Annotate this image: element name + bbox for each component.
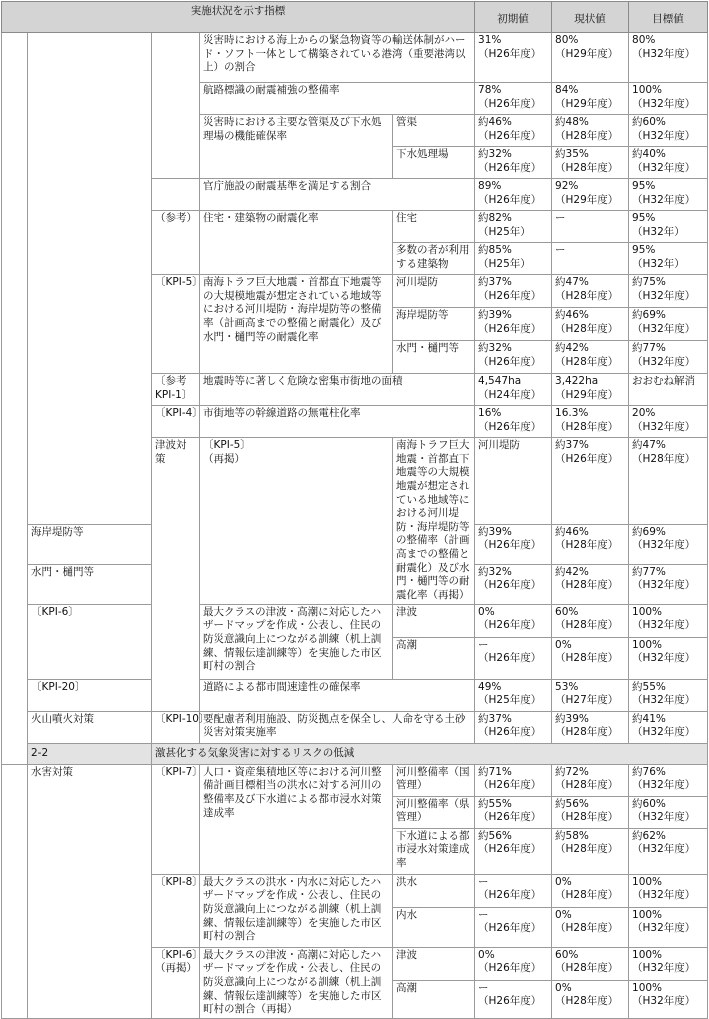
sub-label: 管渠	[393, 115, 475, 147]
current-value: 約35% （H28年度）	[552, 147, 629, 179]
section-title: 激甚化する気象災害に対するリスクの低減	[152, 743, 708, 764]
table-row	[2, 679, 708, 711]
target-value: 80% （H32年度）	[629, 33, 708, 83]
indicator: 南海トラフ巨大地震・首都直下地震等の大規模地震が想定されている地域等における河川堤防・海岸堤防等の整備率（計画高までの整備と耐震化）及び水門・樋門等の耐震化率（再掲）	[393, 438, 475, 605]
current-value: 約46% （H28年度）	[552, 308, 629, 341]
target-value: 100% （H32年度）	[629, 637, 708, 679]
indicator: 災害時における主要な管渠及び下水処理場の機能確保率	[200, 115, 393, 179]
target-value: 100% （H32年度）	[629, 947, 708, 980]
sub-label: 河川堤防	[393, 275, 475, 308]
initial-value: 約71% （H26年度）	[475, 764, 552, 796]
initial-value: ー （H26年度）	[475, 637, 552, 679]
category-cell	[2, 33, 28, 765]
initial-value: 4,547ha （H24年度）	[475, 374, 552, 406]
initial-value: 16% （H26年度）	[475, 406, 552, 438]
sub-label: 下水処理場	[393, 147, 475, 179]
indicator: 市街地等の幹線道路の無電柱化率	[200, 406, 475, 438]
indicator: 最大クラスの津波・高潮に対応したハザードマップを作成・公表し、住民の防災意識向上につながる訓練（机上訓練、情報伝達訓練等）を実施した市区町村の割合	[200, 604, 393, 679]
sub-label: 水門・樋門等	[28, 564, 152, 604]
initial-value: 約37% （H26年度）	[475, 711, 552, 743]
indicator: 航路標識の耐震補強の整備率	[200, 83, 475, 115]
target-value: おおむね解消	[629, 374, 708, 406]
sub-label: 多数の者が利用する建築物	[393, 243, 475, 275]
sub-label: 河川堤防	[475, 438, 552, 525]
header-title: 実施状況を示す指標	[2, 2, 475, 33]
initial-value: 31% （H26年度）	[475, 33, 552, 83]
measure-cell	[28, 33, 152, 525]
target-value: 100% （H32年度）	[629, 907, 708, 947]
target-value: 約69% （H32年度）	[629, 524, 708, 564]
kpi-label: 〔参考 KPI-1〕	[152, 374, 200, 406]
target-value: 約77% （H32年度）	[629, 341, 708, 374]
initial-value: ー （H26年度）	[475, 874, 552, 907]
measure-label: 水害対策	[28, 764, 152, 1018]
sub-label: 河川整備率（国管理）	[393, 764, 475, 796]
current-value: 84% （H29年度）	[552, 83, 629, 115]
sub-label: 内水	[393, 907, 475, 947]
kpi-table	[1, 1, 708, 1019]
current-value: 約56% （H28年度）	[552, 796, 629, 828]
initial-value: 約32% （H26年度）	[475, 564, 552, 604]
sub-label: 住宅	[393, 211, 475, 243]
kpi-label: 〔KPI-5〕 （再掲）	[200, 438, 393, 605]
target-value: 約76% （H32年度）	[629, 764, 708, 796]
table-row	[2, 604, 708, 637]
current-value: 約47% （H28年度）	[629, 438, 708, 525]
current-value: ー	[552, 243, 629, 275]
current-value: 約42% （H28年度）	[552, 564, 629, 604]
table-row	[2, 764, 708, 796]
target-value: 約60% （H32年度）	[629, 796, 708, 828]
indicator: 地震時等に著しく危険な密集市街地の面積	[200, 374, 475, 406]
current-value: 0% （H28年度）	[552, 907, 629, 947]
initial-value: 約56% （H26年度）	[475, 828, 552, 874]
current-value: 0% （H28年度）	[552, 874, 629, 907]
initial-value: 約32% （H26年度）	[475, 341, 552, 374]
initial-value: ー （H26年度）	[475, 907, 552, 947]
indicator: 道路による都市間速達性の確保率	[200, 679, 475, 711]
section-row	[2, 743, 708, 764]
initial-value: 約39% （H26年度）	[475, 524, 552, 564]
current-value: ー	[552, 211, 629, 243]
current-value: 16.3% （H28年度）	[552, 406, 629, 438]
table-row	[2, 33, 708, 83]
initial-value: 約82% （H25年）	[475, 211, 552, 243]
target-value: 100% （H32年度）	[629, 980, 708, 1018]
sub-label: 河川整備率（県管理）	[393, 796, 475, 828]
initial-value: ー （H26年度）	[475, 980, 552, 1018]
target-value: 約62% （H32年度）	[629, 828, 708, 874]
current-value: 92% （H29年度）	[552, 179, 629, 211]
target-value: 100% （H32年度）	[629, 83, 708, 115]
kpi-cell	[152, 179, 200, 211]
current-value: 約39% （H28年度）	[552, 711, 629, 743]
sub-label: 洪水	[393, 874, 475, 907]
target-value: 95% （H32年）	[629, 211, 708, 243]
current-value: 約42% （H28年度）	[552, 341, 629, 374]
sub-label: 津波	[393, 947, 475, 980]
kpi-label: 〔KPI-8〕	[152, 874, 200, 947]
initial-value: 89% （H26年度）	[475, 179, 552, 211]
kpi-label: 〔KPI-4〕	[152, 406, 200, 438]
initial-value: 78% （H26年度）	[475, 83, 552, 115]
target-value: 95% （H32年度）	[629, 179, 708, 211]
target-value: 約41% （H32年度）	[629, 711, 708, 743]
sub-label: 下水道による都市浸水対策達成率	[393, 828, 475, 874]
current-value: 60% （H28年度）	[552, 604, 629, 637]
indicator: 最大クラスの津波・高潮に対応したハザードマップを作成・公表し、住民の防災意識向上につながる訓練（机上訓練、情報伝達訓練等）を実施した市区町村の割合（再掲）	[200, 947, 393, 1018]
indicator: 人口・資産集積地区等における河川整備計画目標相当の洪水に対する河川の整備率及び下水道による都市浸水対策達成率	[200, 764, 393, 874]
kpi-label: 〔KPI-6〕 （再掲）	[152, 947, 200, 1018]
initial-value: 0% （H26年度）	[475, 947, 552, 980]
sub-label: 津波	[393, 604, 475, 637]
target-value: 100% （H32年度）	[629, 604, 708, 637]
indicator: 官庁施設の耐震基準を満足する割合	[200, 179, 475, 211]
kpi-label: 〔KPI-20〕	[28, 679, 152, 711]
kpi-label: （参考）	[152, 211, 200, 275]
col-initial: 初期値	[475, 7, 552, 32]
target-value: 約77% （H32年度）	[629, 564, 708, 604]
target-value: 100% （H32年度）	[629, 874, 708, 907]
initial-value: 0% （H26年度）	[475, 604, 552, 637]
initial-value: 49% （H25年度）	[475, 679, 552, 711]
indicator: 住宅・建築物の耐震化率	[200, 211, 393, 275]
col-current: 現状値	[552, 7, 629, 32]
section-number: 2-2	[28, 743, 152, 764]
kpi-cell	[152, 33, 200, 179]
kpi-label: 〔KPI-6〕	[28, 604, 152, 679]
current-value: 3,422ha （H29年度）	[552, 374, 629, 406]
initial-value: 約39% （H26年度）	[475, 308, 552, 341]
measure-label: 津波対策	[152, 438, 200, 712]
initial-value: 約37% （H26年度）	[552, 438, 629, 525]
sub-label: 海岸堤防等	[393, 308, 475, 341]
indicator: 災害時における海上からの緊急物資等の輸送体制がハード・ソフト一体として構築されている港湾（重要港湾以上）の割合	[200, 33, 475, 83]
current-value: 約48% （H28年度）	[552, 115, 629, 147]
indicator: 南海トラフ巨大地震・首都直下地震等の大規模地震が想定されている地域等における河川堤防・海岸堤防等の整備率（計画高までの整備と耐震化）及び水門・樋門等の耐震化率	[200, 275, 393, 374]
current-value: 60% （H28年度）	[552, 947, 629, 980]
kpi-label: 〔KPI-7〕	[152, 764, 200, 874]
current-value: 約58% （H28年度）	[552, 828, 629, 874]
sub-label: 高潮	[393, 637, 475, 679]
indicator: 要配慮者利用施設、防災拠点を保全し、人命を守る土砂災害対策実施率	[200, 711, 475, 743]
current-value: 約46% （H28年度）	[552, 524, 629, 564]
target-value: 約60% （H32年度）	[629, 115, 708, 147]
kpi-label: 〔KPI-5〕	[152, 275, 200, 374]
current-value: 約72% （H28年度）	[552, 764, 629, 796]
target-value: 約40% （H32年度）	[629, 147, 708, 179]
sub-label: 海岸堤防等	[28, 524, 152, 564]
current-value: 53% （H27年度）	[552, 679, 629, 711]
initial-value: 約55% （H26年度）	[475, 796, 552, 828]
current-value: 0% （H28年度）	[552, 980, 629, 1018]
initial-value: 約85% （H25年）	[475, 243, 552, 275]
target-value: 20% （H32年度）	[629, 406, 708, 438]
sub-label: 水門・樋門等	[393, 341, 475, 374]
col-target: 目標値	[629, 7, 708, 32]
initial-value: 約32% （H26年度）	[475, 147, 552, 179]
target-value: 約75% （H32年度）	[629, 275, 708, 308]
initial-value: 約46% （H26年度）	[475, 115, 552, 147]
target-value: 約69% （H32年度）	[629, 308, 708, 341]
initial-value: 約37% （H26年度）	[475, 275, 552, 308]
indicator: 最大クラスの洪水・内水に対応したハザードマップを作成・公表し、住民の防災意識向上につながる訓練（机上訓練、情報伝達訓練等）を実施した市区町村の割合	[200, 874, 393, 947]
target-value: 約55% （H32年度）	[629, 679, 708, 711]
current-value: 80% （H29年度）	[552, 33, 629, 83]
kpi-label: 〔KPI-10〕	[152, 711, 200, 743]
measure-label: 火山噴火対策	[28, 711, 152, 743]
current-value: 約47% （H28年度）	[552, 275, 629, 308]
category-cell	[2, 764, 28, 1018]
current-value: 0% （H28年度）	[552, 637, 629, 679]
sub-label: 高潮	[393, 980, 475, 1018]
target-value: 95% （H32年）	[629, 243, 708, 275]
table-row	[2, 711, 708, 743]
